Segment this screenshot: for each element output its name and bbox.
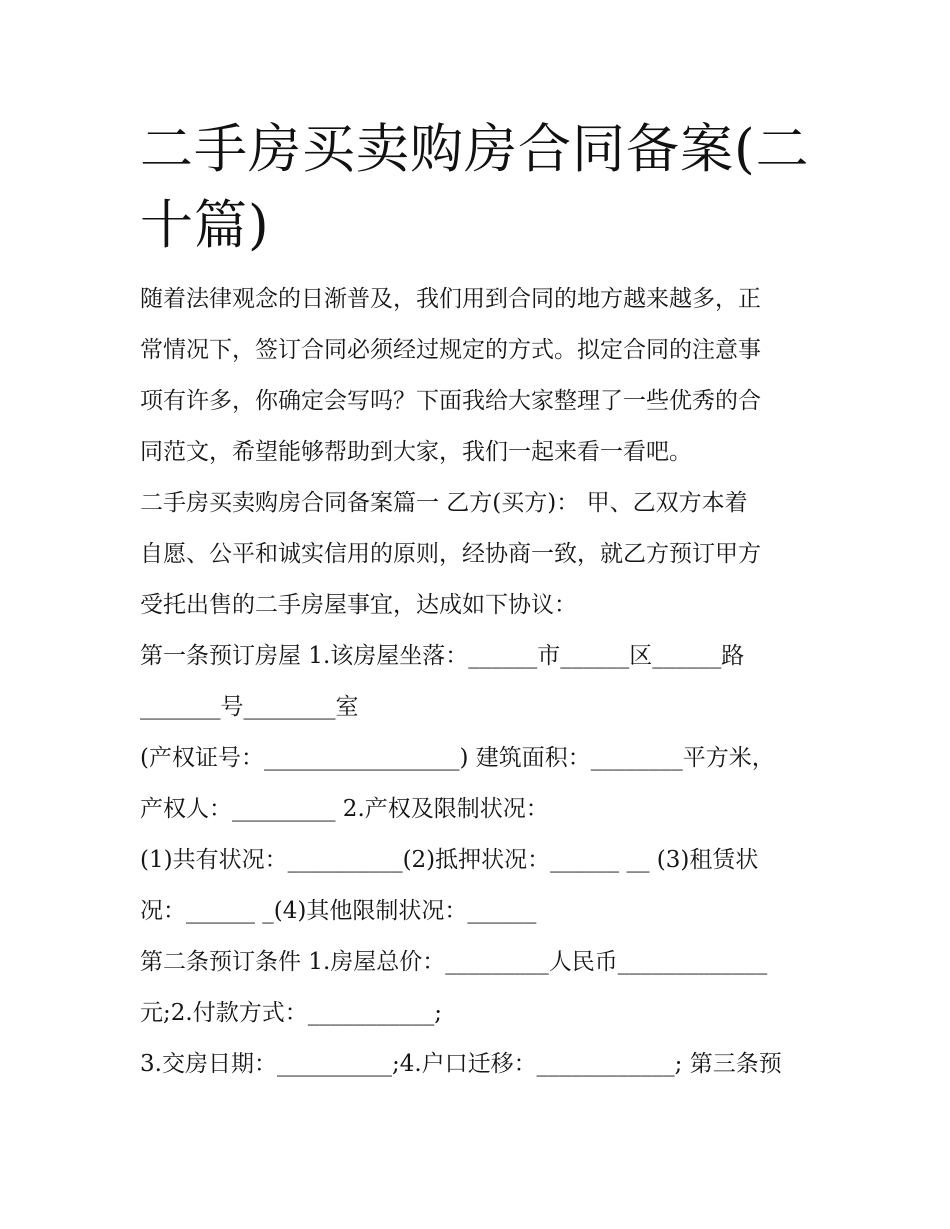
body-line: (1)共有状况：__________(2)抵押状况：______ __ (3)租赁状 <box>140 847 759 873</box>
body-line: _______号________室 <box>140 694 359 720</box>
body-line: 况：______ _(4)其他限制状况：______ <box>140 898 537 924</box>
body-line: 同范文，希望能够帮助到大家，我们一起来看一看吧。 <box>140 439 692 465</box>
body-line: 项有许多，你确定会写吗？下面我给大家整理了一些优秀的合 <box>140 388 761 414</box>
body-line: 元;2.付款方式：___________; <box>140 1000 442 1026</box>
body-line: (产权证号：_________________) 建筑面积：________平方米， <box>140 745 775 771</box>
body-line: 常情况下，签订合同必须经过规定的方式。拟定合同的注意事 <box>140 337 761 363</box>
body-line: 随着法律观念的日渐普及，我们用到合同的地方越来越多，正 <box>140 286 761 312</box>
body-line: 3.交房日期：__________;4.户口迁移：____________; 第三条预 <box>140 1051 782 1077</box>
body-line: 第二条预订条件 1.房屋总价：_________人民币_____________ <box>140 949 768 975</box>
body-line: 二手房买卖购房合同备案篇一 乙方(买方)： 甲、乙双方本着 <box>140 490 748 516</box>
body-line: 受托出售的二手房屋事宜，达成如下协议： <box>140 592 577 618</box>
body-line: 第一条预订房屋 1.该房屋坐落：______市______区______路 <box>140 643 745 669</box>
body-line: 自愿、公平和诚实信用的原则，经协商一致，就乙方预订甲方 <box>140 541 761 567</box>
document-title: 二手房买卖购房合同备案(二十篇) <box>140 119 810 256</box>
body-line: 产权人：_________ 2.产权及限制状况： <box>140 796 549 822</box>
